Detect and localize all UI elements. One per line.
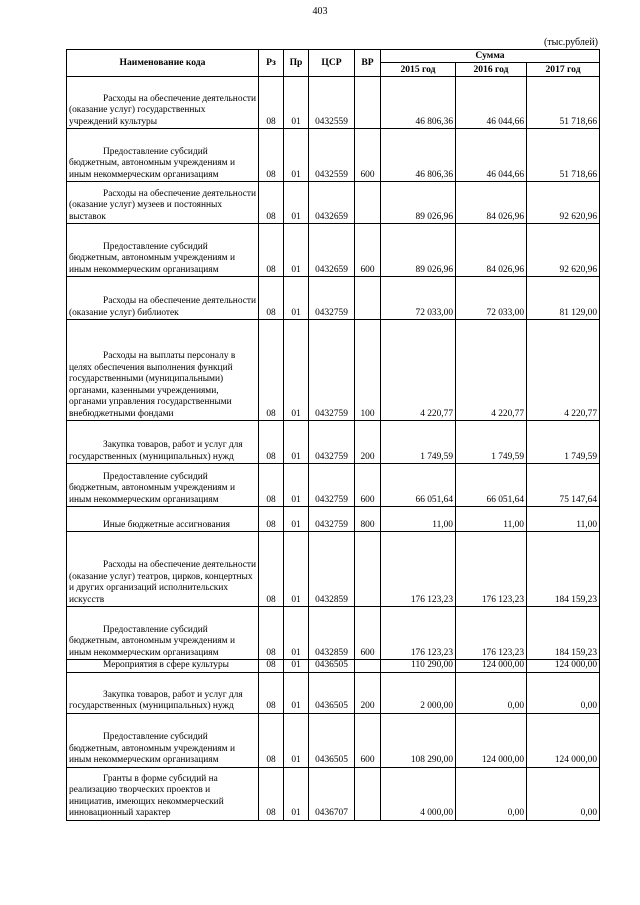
row-pr: 01 — [284, 182, 309, 224]
row-pr: 01 — [284, 421, 309, 464]
table-row — [67, 464, 600, 507]
row-value-2016: 4 220,77 — [456, 320, 527, 421]
table-row — [67, 320, 600, 421]
row-name — [67, 660, 259, 673]
row-rz: 08 — [259, 507, 284, 532]
row-value-2017: 81 129,00 — [527, 277, 600, 320]
row-pr: 01 — [284, 767, 309, 820]
table-row — [67, 277, 600, 320]
row-value-2016: 0,00 — [456, 767, 527, 820]
row-name — [67, 464, 259, 507]
header-2017: 2017 год — [527, 63, 600, 77]
row-name — [67, 767, 259, 820]
row-value-2016: 124 000,00 — [456, 713, 527, 767]
row-csr: 0432659 — [309, 182, 355, 224]
row-vr: 600 — [355, 464, 381, 507]
row-value-2015: 176 123,23 — [381, 607, 456, 660]
row-value-2015: 1 749,59 — [381, 421, 456, 464]
row-rz: 08 — [259, 277, 284, 320]
table-row — [67, 77, 600, 129]
row-rz: 08 — [259, 607, 284, 660]
row-pr: 01 — [284, 77, 309, 129]
row-rz: 08 — [259, 660, 284, 673]
row-pr: 01 — [284, 464, 309, 507]
row-vr — [355, 182, 381, 224]
row-name — [67, 182, 259, 224]
row-vr: 100 — [355, 320, 381, 421]
row-value-2016: 66 051,64 — [456, 464, 527, 507]
row-value-2017: 92 620,96 — [527, 224, 600, 277]
row-name-text: Мероприятия в сфере культуры — [103, 660, 229, 670]
row-value-2015: 46 806,36 — [381, 77, 456, 129]
row-name-text: Расходы на обеспечение деятельности (оказание услуг) театров, цирков, концертных и других организаций исполнительских искусств — [69, 560, 257, 605]
row-name-text: Расходы на обеспечение деятельности (оказание услуг) библиотек — [69, 296, 257, 318]
table-row — [67, 607, 600, 660]
row-value-2017: 51 718,66 — [527, 77, 600, 129]
table-body — [67, 77, 600, 821]
row-vr: 200 — [355, 672, 381, 713]
row-name-text: Иные бюджетные ассигнования — [103, 519, 230, 530]
row-name — [67, 607, 259, 660]
row-csr: 0432559 — [309, 77, 355, 129]
row-name-text: Предоставление субсидий бюджетным, автономным учреждениям и иным некоммерческим организациям — [69, 471, 235, 505]
row-vr — [355, 77, 381, 129]
row-name-text: Закупка товаров, работ и услуг для государственных (муниципальных) нужд — [69, 689, 243, 711]
row-value-2016: 46 044,66 — [456, 129, 527, 182]
row-vr — [355, 277, 381, 320]
row-name-text: Предоставление субсидий бюджетным, автономным учреждениям и иным некоммерческим организациям — [69, 624, 235, 658]
row-rz: 08 — [259, 77, 284, 129]
row-name — [67, 129, 259, 182]
row-rz: 08 — [259, 182, 284, 224]
row-value-2016: 72 033,00 — [456, 277, 527, 320]
row-name — [67, 421, 259, 464]
row-csr: 0432759 — [309, 464, 355, 507]
row-name — [67, 277, 259, 320]
row-pr: 01 — [284, 672, 309, 713]
row-value-2017: 11,00 — [527, 507, 600, 532]
row-value-2016: 124 000,00 — [456, 660, 527, 673]
row-value-2015: 11,00 — [381, 507, 456, 532]
row-vr: 600 — [355, 713, 381, 767]
row-name — [67, 672, 259, 713]
row-pr: 01 — [284, 129, 309, 182]
row-name — [67, 507, 259, 532]
header-2015: 2015 год — [381, 63, 456, 77]
row-value-2015: 2 000,00 — [381, 672, 456, 713]
table-row — [67, 421, 600, 464]
row-value-2017: 1 749,59 — [527, 421, 600, 464]
row-value-2016: 11,00 — [456, 507, 527, 532]
row-value-2015: 46 806,36 — [381, 129, 456, 182]
row-pr: 01 — [284, 507, 309, 532]
row-value-2015: 72 033,00 — [381, 277, 456, 320]
row-rz: 08 — [259, 320, 284, 421]
row-rz: 08 — [259, 129, 284, 182]
row-csr: 0432659 — [309, 224, 355, 277]
row-value-2017: 124 000,00 — [527, 713, 600, 767]
table-row — [67, 767, 600, 820]
row-value-2016: 176 123,23 — [456, 607, 527, 660]
row-rz: 08 — [259, 767, 284, 820]
row-value-2017: 124 000,00 — [527, 660, 600, 673]
row-pr: 01 — [284, 532, 309, 607]
row-value-2017: 4 220,77 — [527, 320, 600, 421]
budget-table — [66, 49, 600, 821]
row-name-text: Расходы на выплаты персоналу в целях обеспечения выполнения функций государственными (муниципальными) органами, казенными учреждениями, органами управления государственными внебюджетными фондами — [69, 351, 236, 419]
row-name-text: Расходы на обеспечение деятельности (оказание услуг) государственных учреждений культуры — [69, 93, 257, 127]
row-vr: 800 — [355, 507, 381, 532]
row-value-2016: 84 026,96 — [456, 182, 527, 224]
row-name — [67, 224, 259, 277]
table-row — [67, 660, 600, 673]
row-csr: 0436505 — [309, 660, 355, 673]
row-value-2015: 89 026,96 — [381, 224, 456, 277]
row-name-text: Расходы на обеспечение деятельности (оказание услуг) музеев и постоянных выставок — [69, 188, 257, 222]
row-vr — [355, 767, 381, 820]
row-name — [67, 532, 259, 607]
row-pr: 01 — [284, 607, 309, 660]
row-pr: 01 — [284, 277, 309, 320]
row-csr: 0436505 — [309, 713, 355, 767]
row-name-text: Гранты в форме субсидий на реализацию творческих проектов и инициатив, имеющих некоммерческий инновационный характер — [69, 773, 224, 818]
row-value-2017: 184 159,23 — [527, 532, 600, 607]
table-row — [67, 532, 600, 607]
row-csr: 0436505 — [309, 672, 355, 713]
page-number: 403 — [312, 6, 328, 17]
row-csr: 0432559 — [309, 129, 355, 182]
header-sum: Сумма — [381, 50, 600, 63]
row-name — [67, 77, 259, 129]
row-value-2016: 46 044,66 — [456, 77, 527, 129]
table-row — [67, 129, 600, 182]
row-value-2015: 89 026,96 — [381, 182, 456, 224]
row-value-2015: 66 051,64 — [381, 464, 456, 507]
table-row — [67, 713, 600, 767]
row-rz: 08 — [259, 713, 284, 767]
row-value-2015: 4 220,77 — [381, 320, 456, 421]
row-value-2017: 92 620,96 — [527, 182, 600, 224]
row-value-2017: 0,00 — [527, 672, 600, 713]
row-vr: 200 — [355, 421, 381, 464]
table-row — [67, 182, 600, 224]
row-value-2016: 1 749,59 — [456, 421, 527, 464]
table-row — [67, 507, 600, 532]
row-name-text: Закупка товаров, работ и услуг для государственных (муниципальных) нужд — [69, 440, 243, 462]
row-csr: 0436707 — [309, 767, 355, 820]
row-value-2016: 84 026,96 — [456, 224, 527, 277]
row-vr — [355, 532, 381, 607]
row-vr: 600 — [355, 224, 381, 277]
header-name: Наименование кода — [67, 50, 259, 77]
row-vr: 600 — [355, 129, 381, 182]
row-rz: 08 — [259, 464, 284, 507]
header-pr: Пр — [284, 50, 309, 77]
row-pr: 01 — [284, 713, 309, 767]
row-csr: 0432759 — [309, 421, 355, 464]
row-rz: 08 — [259, 532, 284, 607]
row-csr: 0432759 — [309, 277, 355, 320]
row-name — [67, 320, 259, 421]
row-pr: 01 — [284, 660, 309, 673]
row-pr: 01 — [284, 224, 309, 277]
row-rz: 08 — [259, 421, 284, 464]
row-value-2016: 176 123,23 — [456, 532, 527, 607]
row-rz: 08 — [259, 672, 284, 713]
row-rz: 08 — [259, 224, 284, 277]
row-pr: 01 — [284, 320, 309, 421]
row-name-text: Предоставление субсидий бюджетным, автономным учреждениям и иным некоммерческим организациям — [69, 146, 235, 180]
table-row — [67, 224, 600, 277]
row-name-text: Предоставление субсидий бюджетным, автономным учреждениям и иным некоммерческим организациям — [69, 241, 235, 275]
header-csr: ЦСР — [309, 50, 355, 77]
table-row — [67, 672, 600, 713]
units-label: (тыс.рублей) — [543, 37, 598, 48]
row-name — [67, 713, 259, 767]
row-value-2017: 51 718,66 — [527, 129, 600, 182]
row-value-2016: 0,00 — [456, 672, 527, 713]
row-name-text: Предоставление субсидий бюджетным, автономным учреждениям и иным некоммерческим организациям — [69, 732, 235, 765]
row-csr: 0432759 — [309, 320, 355, 421]
row-value-2015: 4 000,00 — [381, 767, 456, 820]
row-value-2015: 108 290,00 — [381, 713, 456, 767]
header-vr: ВР — [355, 50, 381, 77]
row-value-2017: 0,00 — [527, 767, 600, 820]
row-value-2017: 184 159,23 — [527, 607, 600, 660]
header-rz: Рз — [259, 50, 284, 77]
row-csr: 0432859 — [309, 532, 355, 607]
row-vr — [355, 660, 381, 673]
row-csr: 0432759 — [309, 507, 355, 532]
row-value-2017: 75 147,64 — [527, 464, 600, 507]
row-value-2015: 110 290,00 — [381, 660, 456, 673]
header-2016: 2016 год — [456, 63, 527, 77]
row-csr: 0432859 — [309, 607, 355, 660]
row-vr: 600 — [355, 607, 381, 660]
row-value-2015: 176 123,23 — [381, 532, 456, 607]
